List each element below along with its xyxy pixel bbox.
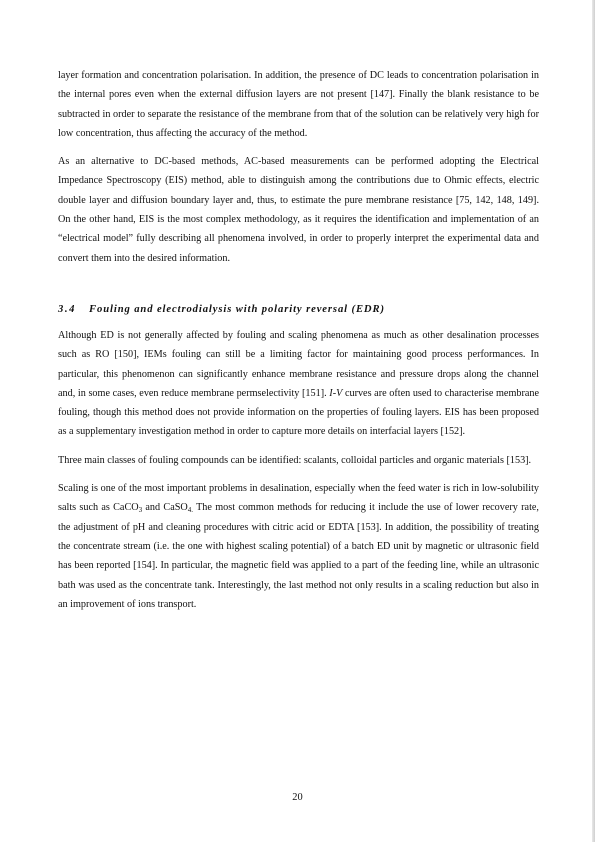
section-number: 3.4 — [58, 303, 77, 315]
paragraph-eis-method: As an alternative to DC-based methods, AC-based measurements can be performed adopting the Electrical Impedance Spectroscopy (EIS) method, able to distinguish among the contributions due to Ohmic effects, electric double layer and diffusion boundary layer and, thus, to estimate the pure membrane resistance [75, 142, 148, 149]. On the other hand, EIS is the most complex methodology, as it requires the identification and implementation of an “electrical model” fully describing all phenomena involved, in order to properly interpret the experimental data and convert them into the desired information. — [58, 156, 539, 264]
iv-italic-term: I-V — [329, 387, 343, 399]
paragraph-scaling — [58, 479, 539, 614]
page-number: 20 — [292, 792, 303, 803]
page-body — [58, 66, 539, 623]
paragraph-dc-limitations: layer formation and concentration polarisation. In addition, the presence of DC leads to concentration polarisation in the internal pores even when the external diffusion layers are not present [147]. Finally the blank resistance to be subtracted in order to separate the resistance of the membrane from that of the solution can be relatively very high for low concentration, thus affecting the accuracy of the method. — [58, 70, 539, 139]
paragraph-fouling-classes: Three main classes of fouling compounds can be identified: scalants, colloidal particles and organic materials [153]. — [58, 454, 532, 466]
paragraph-scaling-text-1: Scaling is one of the most important problems in desalination, especially when the feed water is rich in low-solubility salts such as CaCO — [58, 483, 539, 514]
paragraph-scaling-text-3: The most common methods for reducing it include the use of lower recovery rate, the adjustment of pH and cleaning procedures with citric acid or EDTA [153]. In addition, the possibility of treating the concentrate stream (i.e. the one with highest scaling potential) of a batch ED unit by magnetic or ultrasonic field has been reported [154]. In particular, the magnetic field was applied to a part of the feeding line, while an ultrasonic bath was used as the concentrate tank. Interestingly, the last method not only results in a scaling reduction but also in an improvement of ions transport. — [58, 502, 539, 610]
section-title: Fouling and electrodialysis with polarity reversal (EDR) — [89, 303, 385, 315]
section-heading — [58, 302, 539, 318]
paragraph-fouling-intro-text-2: curves are often used to characterise membrane fouling, though this method does not provide information on the properties of fouling layers. EIS has been proposed as a supplementary investigation method in order to capture more details on interfacial layers [152]. — [58, 387, 539, 438]
subscript-3: 3 — [138, 506, 143, 515]
paragraph-scaling-text-2: and CaSO — [142, 502, 188, 514]
subscript-4: 4. — [187, 506, 193, 515]
paragraph-fouling-intro — [58, 326, 539, 442]
paragraph-fouling-intro-text-1: Although ED is not generally affected by fouling and scaling phenomena as much as other desalination processes such as RO [150], IEMs fouling can still be a limiting factor for maintaining good process performances. In particular, this phenomenon can significantly enhance membrane resistance and pressure drops along the channel and, in some cases, even reduce membrane permselectivity [151]. — [58, 329, 539, 399]
